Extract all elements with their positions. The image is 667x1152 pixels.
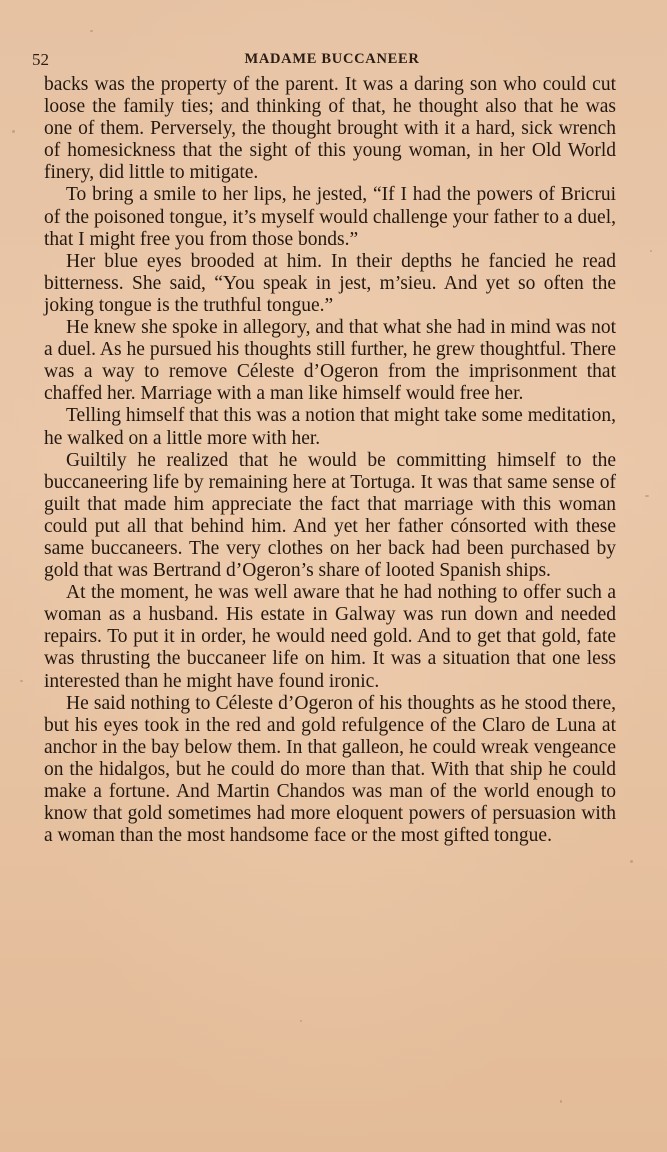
body-text [44, 74, 616, 847]
paragraph: Telling himself that this was a notion that might take some meditation, he walked on a little more with her. [44, 405, 616, 449]
running-title: MADAME BUCCANEER [244, 51, 420, 67]
paragraph: He knew she spoke in allegory, and that what she had in mind was not a duel. As he pursued his thoughts still further, he grew thoughtful. There was a way to remove Céleste d’Ogeron from the imprisonment that chaffed her. Marriage with a man like himself would free her. [44, 317, 616, 405]
page-number: 52 [32, 50, 49, 69]
paragraph: Her blue eyes brooded at him. In their depths he fancied he read bitterness. She said, “You speak in jest, m’sieu. And yet so often the joking tongue is the truthful tongue.” [44, 250, 616, 316]
paragraph: backs was the property of the parent. It was a daring son who could cut loose the family ties; and thinking of that, he thought also that he was one of them. Perversely, the thought brought with it a hard, sick wrench of homesickness that the sight of this young woman, in her Old World finery, did little to mitigate. [44, 74, 616, 184]
page-header [32, 48, 632, 72]
paragraph: He said nothing to Céleste d’Ogeron of his thoughts as he stood there, but his eyes took in the red and gold refulgence of the Claro de Luna at anchor in the bay below them. In that galleon, he could wreak vengeance on the hidalgos, but he could do more than that. With that ship he could make a fortune. And Martin Chandos was man of the world enough to know that gold sometimes had more eloquent powers of persuasion with a woman than the most handsome face or the most gifted tongue. [44, 692, 616, 847]
paragraph: At the moment, he was well aware that he had nothing to offer such a woman as a husband. His estate in Galway was run down and needed repairs. To put it in order, he would need gold. And to get that gold, fate was thrusting the buccaneer life on him. It was a situation that one less interested than he might have found ironic. [44, 582, 616, 692]
paragraph: Guiltily he realized that he would be committing himself to the buccaneering life by remaining here at Tortuga. It was that same sense of guilt that made him appreciate the fact that marriage with this woman could put all that behind him. And yet her father cónsorted with these same buccaneers. The very clothes on her back had been purchased by gold that was Bertrand d’Ogeron’s share of looted Spanish ships. [44, 449, 616, 582]
paragraph: To bring a smile to her lips, he jested, “If I had the powers of Bricrui of the poisoned tongue, it’s myself would challenge your father to a duel, that I might free you from those bonds.” [44, 184, 616, 250]
